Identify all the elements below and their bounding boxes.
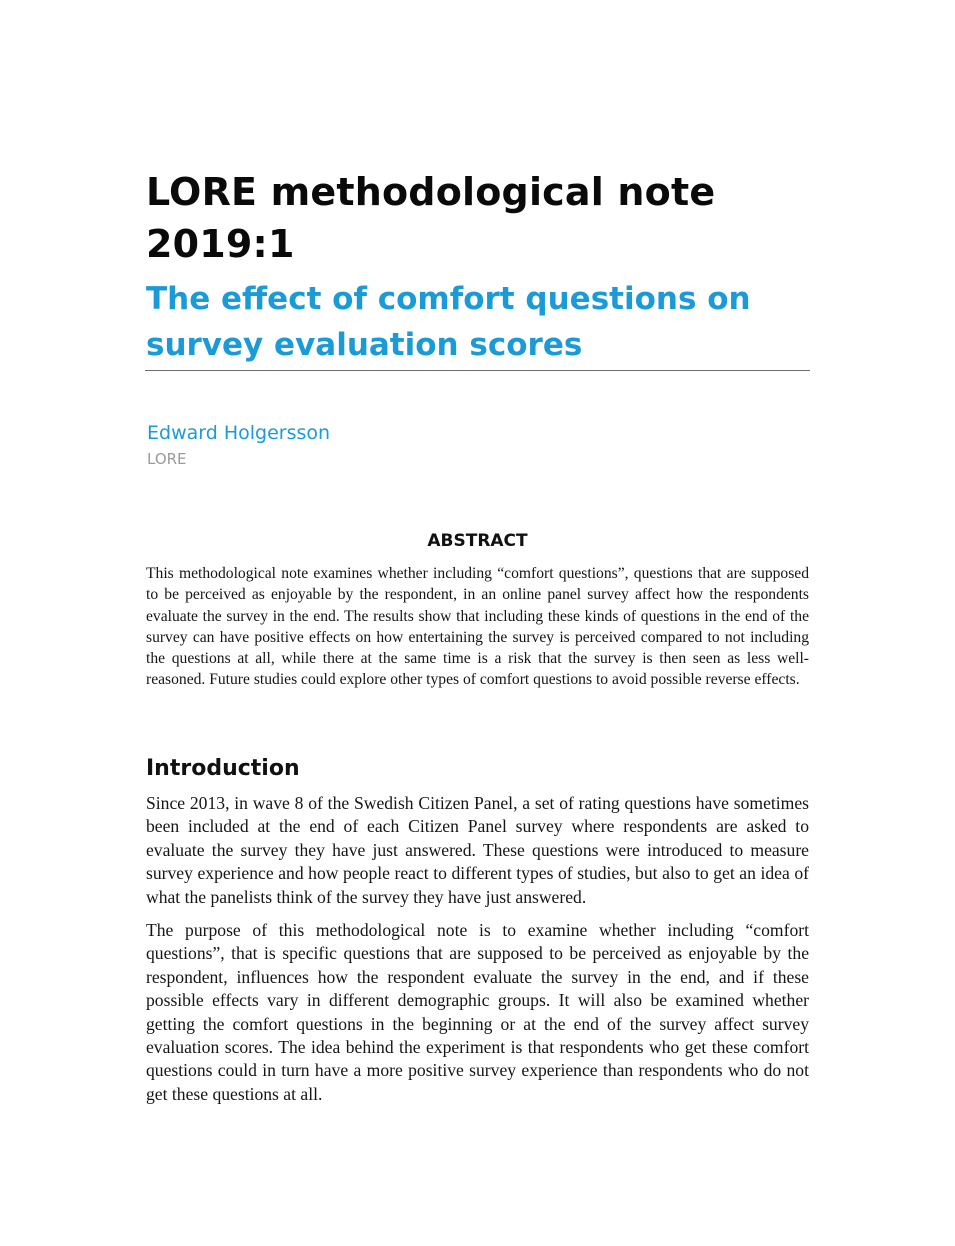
introduction-paragraph-1: Since 2013, in wave 8 of the Swedish Citizen Panel, a set of rating questions have sometimes been included at the end of each Citizen Panel survey where respondents are asked to evaluate the survey they have just answered. These questions were introduced to measure survey experience and how people react to different types of studies, but also to get an idea of what the panelists think of the survey they have just answered.	[146, 793, 809, 907]
author-name: Edward Holgersson	[147, 422, 331, 444]
abstract-text: This methodological note examines whether including “comfort questions”, questions that are supposed to be perceived as enjoyable by the respondent, in an online panel survey affect how the respondents evaluate the survey in the end. The results show that including these kinds of questions in the end of the survey can have positive effects on how entertaining the survey is perceived compared to not including the questions at all, while there at the same time is a risk that the survey is then seen as less well-reasoned. Future studies could explore other types of comfort questions to avoid possible reverse effects.	[146, 565, 809, 689]
abstract-heading: ABSTRACT	[427, 531, 528, 551]
document-title: LORE methodological note 2019:1	[146, 170, 716, 266]
author-affiliation: LORE	[147, 450, 187, 468]
introduction-paragraph-2: The purpose of this methodological note is to examine whether including “comfort questions”, that is specific questions that are supposed to be perceived as enjoyable by the respondent, influences how the respondent evaluate the survey in the end, and if these possible effects vary in different demographic groups. It will also be examined whether getting the comfort questions in the beginning or at the end of the survey affect survey evaluation scores. The idea behind the experiment is that respondents who get these comfort questions could in turn have a more positive survey experience than respondents who do not get these questions at all.	[146, 920, 809, 1104]
section-heading-introduction: Introduction	[146, 756, 300, 781]
title-divider	[145, 370, 810, 371]
document-subtitle: The effect of comfort questions on survey evaluation scores	[146, 281, 751, 363]
